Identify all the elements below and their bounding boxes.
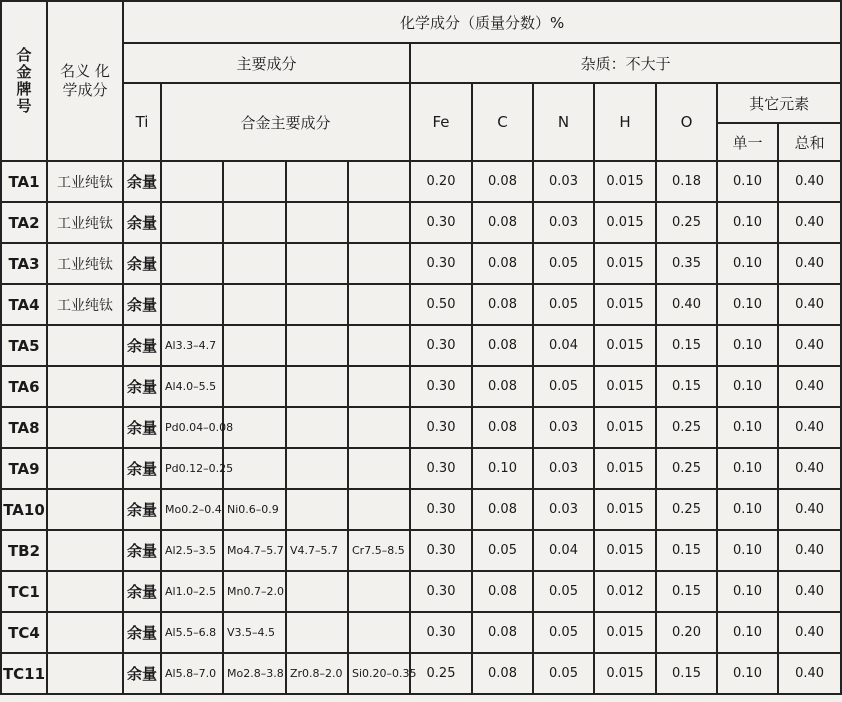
cell-total: 0.40 xyxy=(778,612,841,653)
header-fe: Fe xyxy=(410,83,472,161)
cell-name xyxy=(47,325,123,366)
cell-grade: TA6 xyxy=(1,366,47,407)
cell-c: 0.08 xyxy=(472,284,533,325)
cell-fe: 0.25 xyxy=(410,653,472,694)
cell-alloy-4 xyxy=(348,448,410,489)
table-row xyxy=(1,366,841,407)
cell-grade: TC4 xyxy=(1,612,47,653)
cell-h: 0.015 xyxy=(594,366,656,407)
cell-alloy-1: Pd0.04–0.08 xyxy=(161,407,223,448)
cell-single: 0.10 xyxy=(717,448,778,489)
cell-alloy-3 xyxy=(286,448,348,489)
table-row xyxy=(1,612,841,653)
cell-ti: 余量 xyxy=(123,530,161,571)
cell-n: 0.05 xyxy=(533,612,594,653)
cell-alloy-3 xyxy=(286,366,348,407)
cell-n: 0.05 xyxy=(533,284,594,325)
cell-single: 0.10 xyxy=(717,653,778,694)
cell-total: 0.40 xyxy=(778,530,841,571)
cell-alloy-2 xyxy=(223,202,286,243)
cell-alloy-2 xyxy=(223,161,286,202)
cell-total: 0.40 xyxy=(778,407,841,448)
cell-fe: 0.20 xyxy=(410,161,472,202)
cell-n: 0.05 xyxy=(533,366,594,407)
cell-o: 0.40 xyxy=(656,284,717,325)
cell-ti: 余量 xyxy=(123,366,161,407)
cell-c: 0.08 xyxy=(472,243,533,284)
cell-single: 0.10 xyxy=(717,489,778,530)
cell-single: 0.10 xyxy=(717,161,778,202)
cell-h: 0.012 xyxy=(594,571,656,612)
cell-c: 0.08 xyxy=(472,571,533,612)
cell-ti: 余量 xyxy=(123,161,161,202)
cell-ti: 余量 xyxy=(123,448,161,489)
cell-alloy-1: Mo0.2–0.4 xyxy=(161,489,223,530)
table-header xyxy=(1,1,841,161)
cell-name xyxy=(47,530,123,571)
cell-grade: TA10 xyxy=(1,489,47,530)
cell-ti: 余量 xyxy=(123,325,161,366)
cell-total: 0.40 xyxy=(778,571,841,612)
cell-alloy-4 xyxy=(348,243,410,284)
table-row xyxy=(1,202,841,243)
cell-fe: 0.30 xyxy=(410,325,472,366)
cell-name: 工业纯钛 xyxy=(47,243,123,284)
cell-name: 工业纯钛 xyxy=(47,284,123,325)
cell-ti: 余量 xyxy=(123,407,161,448)
cell-name xyxy=(47,448,123,489)
cell-o: 0.15 xyxy=(656,530,717,571)
cell-fe: 0.30 xyxy=(410,243,472,284)
cell-n: 0.03 xyxy=(533,407,594,448)
cell-o: 0.25 xyxy=(656,407,717,448)
cell-h: 0.015 xyxy=(594,612,656,653)
cell-name xyxy=(47,407,123,448)
cell-single: 0.10 xyxy=(717,571,778,612)
cell-fe: 0.30 xyxy=(410,530,472,571)
cell-grade: TA3 xyxy=(1,243,47,284)
cell-alloy-3 xyxy=(286,284,348,325)
cell-o: 0.25 xyxy=(656,202,717,243)
cell-n: 0.03 xyxy=(533,489,594,530)
cell-single: 0.10 xyxy=(717,407,778,448)
cell-fe: 0.30 xyxy=(410,612,472,653)
header-h: H xyxy=(594,83,656,161)
cell-o: 0.15 xyxy=(656,366,717,407)
cell-alloy-4 xyxy=(348,612,410,653)
cell-total: 0.40 xyxy=(778,448,841,489)
cell-grade: TA8 xyxy=(1,407,47,448)
cell-alloy-3 xyxy=(286,571,348,612)
cell-c: 0.08 xyxy=(472,325,533,366)
cell-c: 0.10 xyxy=(472,448,533,489)
cell-alloy-2 xyxy=(223,243,286,284)
cell-alloy-2: V3.5–4.5 xyxy=(223,612,286,653)
header-o: O xyxy=(656,83,717,161)
header-composition: 化学成分（质量分数）% xyxy=(123,1,841,43)
cell-o: 0.25 xyxy=(656,489,717,530)
cell-ti: 余量 xyxy=(123,284,161,325)
cell-grade: TA9 xyxy=(1,448,47,489)
cell-alloy-1 xyxy=(161,243,223,284)
cell-total: 0.40 xyxy=(778,284,841,325)
cell-alloy-2 xyxy=(223,366,286,407)
cell-h: 0.015 xyxy=(594,325,656,366)
cell-ti: 余量 xyxy=(123,612,161,653)
cell-alloy-3 xyxy=(286,161,348,202)
cell-name xyxy=(47,366,123,407)
cell-single: 0.10 xyxy=(717,284,778,325)
cell-alloy-3 xyxy=(286,243,348,284)
cell-single: 0.10 xyxy=(717,612,778,653)
cell-name xyxy=(47,612,123,653)
table-row xyxy=(1,653,841,694)
table-row xyxy=(1,161,841,202)
header-c: C xyxy=(472,83,533,161)
cell-fe: 0.30 xyxy=(410,571,472,612)
cell-grade: TA4 xyxy=(1,284,47,325)
cell-total: 0.40 xyxy=(778,325,841,366)
cell-alloy-4 xyxy=(348,407,410,448)
table-row xyxy=(1,325,841,366)
cell-h: 0.015 xyxy=(594,530,656,571)
cell-alloy-1: Al5.5–6.8 xyxy=(161,612,223,653)
cell-total: 0.40 xyxy=(778,489,841,530)
cell-name xyxy=(47,571,123,612)
table-row xyxy=(1,243,841,284)
cell-o: 0.15 xyxy=(656,653,717,694)
cell-c: 0.05 xyxy=(472,530,533,571)
cell-alloy-3 xyxy=(286,489,348,530)
cell-single: 0.10 xyxy=(717,202,778,243)
header-n: N xyxy=(533,83,594,161)
cell-grade: TA2 xyxy=(1,202,47,243)
cell-fe: 0.30 xyxy=(410,407,472,448)
cell-grade: TC11 xyxy=(1,653,47,694)
cell-grade: TA5 xyxy=(1,325,47,366)
header-nominal xyxy=(47,1,123,161)
cell-alloy-4 xyxy=(348,284,410,325)
cell-alloy-2: Mn0.7–2.0 xyxy=(223,571,286,612)
cell-n: 0.03 xyxy=(533,448,594,489)
header-single: 单一 xyxy=(717,123,778,161)
header-alloy-main: 合金主要成分 xyxy=(161,83,410,161)
cell-h: 0.015 xyxy=(594,448,656,489)
cell-alloy-4: Si0.20–0.35 xyxy=(348,653,410,694)
cell-fe: 0.30 xyxy=(410,366,472,407)
cell-alloy-1 xyxy=(161,202,223,243)
cell-o: 0.15 xyxy=(656,325,717,366)
cell-h: 0.015 xyxy=(594,243,656,284)
cell-alloy-1 xyxy=(161,284,223,325)
cell-fe: 0.30 xyxy=(410,448,472,489)
header-grade xyxy=(1,1,47,161)
cell-ti: 余量 xyxy=(123,489,161,530)
table-row xyxy=(1,448,841,489)
header-nominal-text: 名义 化学成分 xyxy=(60,62,110,99)
cell-c: 0.08 xyxy=(472,366,533,407)
cell-alloy-1: Al3.3–4.7 xyxy=(161,325,223,366)
cell-total: 0.40 xyxy=(778,202,841,243)
cell-ti: 余量 xyxy=(123,243,161,284)
cell-alloy-2: Mo2.8–3.8 xyxy=(223,653,286,694)
cell-h: 0.015 xyxy=(594,407,656,448)
cell-c: 0.08 xyxy=(472,653,533,694)
cell-alloy-3 xyxy=(286,612,348,653)
cell-alloy-2: Ni0.6–0.9 xyxy=(223,489,286,530)
cell-single: 0.10 xyxy=(717,530,778,571)
cell-name xyxy=(47,653,123,694)
cell-fe: 0.50 xyxy=(410,284,472,325)
cell-single: 0.10 xyxy=(717,243,778,284)
cell-alloy-1 xyxy=(161,161,223,202)
cell-c: 0.08 xyxy=(472,407,533,448)
cell-h: 0.015 xyxy=(594,284,656,325)
cell-ti: 余量 xyxy=(123,571,161,612)
cell-total: 0.40 xyxy=(778,366,841,407)
cell-ti: 余量 xyxy=(123,202,161,243)
table-body xyxy=(1,161,841,694)
cell-o: 0.18 xyxy=(656,161,717,202)
cell-alloy-1: Al4.0–5.5 xyxy=(161,366,223,407)
cell-alloy-4 xyxy=(348,571,410,612)
cell-n: 0.04 xyxy=(533,325,594,366)
cell-o: 0.15 xyxy=(656,571,717,612)
cell-h: 0.015 xyxy=(594,653,656,694)
cell-h: 0.015 xyxy=(594,202,656,243)
table-row xyxy=(1,284,841,325)
cell-alloy-4 xyxy=(348,489,410,530)
cell-alloy-4 xyxy=(348,366,410,407)
table-row xyxy=(1,530,841,571)
cell-alloy-3 xyxy=(286,202,348,243)
cell-c: 0.08 xyxy=(472,202,533,243)
cell-alloy-4 xyxy=(348,325,410,366)
cell-fe: 0.30 xyxy=(410,489,472,530)
cell-grade: TB2 xyxy=(1,530,47,571)
cell-n: 0.04 xyxy=(533,530,594,571)
cell-single: 0.10 xyxy=(717,325,778,366)
cell-alloy-4: Cr7.5–8.5 xyxy=(348,530,410,571)
cell-grade: TC1 xyxy=(1,571,47,612)
cell-alloy-1: Pd0.12–0.25 xyxy=(161,448,223,489)
cell-grade: TA1 xyxy=(1,161,47,202)
cell-fe: 0.30 xyxy=(410,202,472,243)
cell-alloy-4 xyxy=(348,202,410,243)
cell-c: 0.08 xyxy=(472,161,533,202)
header-impurities: 杂质：不大于 xyxy=(410,43,841,83)
cell-n: 0.05 xyxy=(533,571,594,612)
header-other-elements: 其它元素 xyxy=(717,83,841,123)
cell-o: 0.35 xyxy=(656,243,717,284)
cell-alloy-1: Al2.5–3.5 xyxy=(161,530,223,571)
cell-c: 0.08 xyxy=(472,612,533,653)
cell-c: 0.08 xyxy=(472,489,533,530)
cell-o: 0.20 xyxy=(656,612,717,653)
cell-alloy-3: V4.7–5.7 xyxy=(286,530,348,571)
cell-o: 0.25 xyxy=(656,448,717,489)
cell-n: 0.05 xyxy=(533,243,594,284)
cell-name xyxy=(47,489,123,530)
cell-alloy-3: Zr0.8–2.0 xyxy=(286,653,348,694)
cell-alloy-2 xyxy=(223,284,286,325)
cell-alloy-3 xyxy=(286,407,348,448)
cell-alloy-4 xyxy=(348,161,410,202)
cell-n: 0.03 xyxy=(533,161,594,202)
cell-n: 0.05 xyxy=(533,653,594,694)
header-grade-text: 合金牌号 xyxy=(16,46,32,115)
table-row xyxy=(1,571,841,612)
cell-alloy-2: Mo4.7–5.7 xyxy=(223,530,286,571)
header-ti: Ti xyxy=(123,83,161,161)
cell-n: 0.03 xyxy=(533,202,594,243)
table-row xyxy=(1,407,841,448)
cell-alloy-3 xyxy=(286,325,348,366)
cell-single: 0.10 xyxy=(717,366,778,407)
cell-alloy-1: Al1.0–2.5 xyxy=(161,571,223,612)
cell-name: 工业纯钛 xyxy=(47,202,123,243)
header-main-components: 主要成分 xyxy=(123,43,410,83)
cell-name: 工业纯钛 xyxy=(47,161,123,202)
header-total: 总和 xyxy=(778,123,841,161)
cell-h: 0.015 xyxy=(594,489,656,530)
cell-total: 0.40 xyxy=(778,243,841,284)
table-row xyxy=(1,489,841,530)
cell-ti: 余量 xyxy=(123,653,161,694)
cell-alloy-1: Al5.8–7.0 xyxy=(161,653,223,694)
cell-alloy-2 xyxy=(223,325,286,366)
cell-h: 0.015 xyxy=(594,161,656,202)
cell-total: 0.40 xyxy=(778,161,841,202)
cell-total: 0.40 xyxy=(778,653,841,694)
